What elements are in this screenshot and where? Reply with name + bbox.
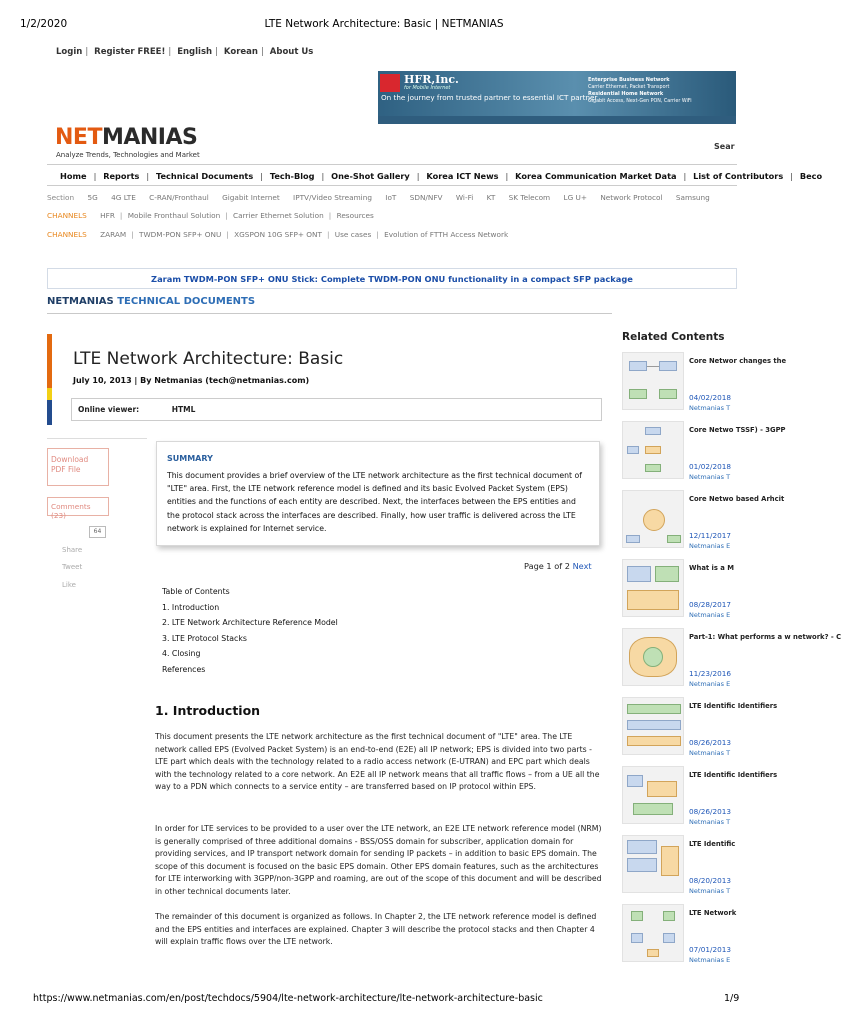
channel-link[interactable]: Resources [336, 211, 374, 220]
netmanias-logo[interactable]: NETMANIAS [55, 125, 198, 150]
register-link[interactable]: Register FREE! [94, 47, 166, 57]
related-item[interactable]: Core Netwo TSSF) - 3GPP 01/02/2018 Netmanias T [622, 421, 742, 489]
related-thumbnail [622, 421, 684, 479]
tweet-button[interactable]: Tweet [62, 563, 83, 571]
section-link[interactable]: IoT [385, 193, 397, 202]
like-button[interactable]: Like [62, 581, 76, 589]
related-item[interactable]: LTE Identific Identifiers 08/26/2013 Netmanias T [622, 766, 742, 834]
document-meta: July 10, 2013 | By Netmanias (tech@netmanias.com) [73, 376, 310, 385]
paragraph: This document presents the LTE network architecture as the first technical document of "LTE" area. The LTE network called EPS (Evolved Packet System) is an end-to-end (E2E) all IP network; EPS is divided into two parts - LTE part which deals with the technology related to a radio access network (E-UTRAN) and EPC part which deals with the technology related to a core network. An E2E all IP network means that all traffic flows – from a UE all the way to a PDN which connects to a service entity – are transferred based on IP protocol within EPS. [155, 732, 600, 792]
viewer-label: Online viewer: [78, 405, 140, 414]
section-link[interactable]: Network Protocol [600, 193, 663, 202]
nav-home[interactable]: Home [60, 171, 87, 181]
nav-list-of-contributors[interactable]: List of Contributors [693, 171, 784, 181]
section-link[interactable]: SK Telecom [508, 193, 551, 202]
online-viewer-box [71, 398, 602, 421]
color-accent-bar [47, 388, 52, 400]
related-thumbnail [622, 697, 684, 755]
color-accent-bar [47, 334, 52, 388]
next-page-link[interactable]: Next [572, 561, 592, 571]
divider [47, 438, 147, 439]
channel-brand-zaram[interactable]: ZARAM [100, 230, 127, 239]
introduction-heading: 1. Introduction [155, 703, 261, 718]
hfr-banner-ad[interactable] [378, 71, 736, 124]
banner-right-text: Enterprise Business Network Carrier Ethernet, Packet Transport Residential Home Network Gigabit Access, Next-Gen PON, Carrier WiFi [588, 77, 692, 104]
section-link[interactable]: IPTV/Video Streaming [293, 193, 372, 202]
section-link[interactable]: 5G [87, 193, 98, 202]
document-title: LTE Network Architecture: Basic [73, 349, 344, 369]
related-item[interactable]: Core Networ changes the 04/02/2018 Netmanias T [622, 352, 742, 420]
download-pdf-button[interactable]: Download PDF File [47, 448, 109, 486]
channel-link[interactable]: XGSPON 10G SFP+ ONT [234, 230, 322, 239]
viewer-html-link[interactable]: HTML [171, 405, 196, 414]
channel-brand-hfr[interactable]: HFR [100, 211, 115, 220]
banner-tagline: On the journey from trusted partner to essential ICT partner [381, 93, 598, 102]
nav-korea-ict-news[interactable]: Korea ICT News [426, 171, 499, 181]
section-link[interactable]: LG U+ [563, 193, 587, 202]
nav-technical-documents[interactable]: Technical Documents [155, 171, 254, 181]
paragraph: The remainder of this document is organized as follows. In Chapter 2, the LTE network reference model is defined and the EPS entities and interfaces are explained. Chapter 3 will describe the protocol stacks and then Chapter 4 will explain traffic flows over the LTE network. [155, 912, 597, 947]
zaram-channel-nav: CHANNELS ZARAM | TWDM-PON SFP+ ONU | XGSPON 10G SFP+ ONT | Use cases | Evolution of FTTH Access Network [47, 230, 509, 239]
channel-link[interactable]: Mobile Fronthaul Solution [127, 211, 221, 220]
section-link[interactable]: C-RAN/Fronthaul [149, 193, 209, 202]
hfr-logo-icon [380, 74, 400, 92]
toc-item[interactable]: References [162, 664, 206, 674]
top-links: Login | Register FREE! | English | Korean | About Us [56, 47, 314, 57]
related-thumbnail [622, 628, 684, 686]
related-item[interactable]: What is a M 08/28/2017 Netmanias E [622, 559, 742, 627]
nav-one-shot-gallery[interactable]: One-Shot Gallery [331, 171, 410, 181]
nav-korea-market-data[interactable]: Korea Communication Market Data [515, 171, 677, 181]
section-link[interactable]: Wi-Fi [455, 193, 474, 202]
toc-item[interactable]: 2. LTE Network Architecture Reference Model [162, 618, 338, 628]
channel-link[interactable]: Use cases [334, 230, 372, 239]
related-item[interactable]: LTE Identific 08/20/2013 Netmanias T [622, 835, 742, 903]
toc-heading: Table of Contents [162, 587, 230, 596]
channels-label: CHANNELS [47, 230, 87, 239]
section-link[interactable]: 4G LTE [111, 193, 136, 202]
nav-become[interactable]: Beco [799, 171, 823, 181]
related-thumbnail [622, 559, 684, 617]
hfr-channel-nav: CHANNELS HFR | Mobile Fronthaul Solution | Carrier Ethernet Solution | Resources [47, 211, 374, 220]
summary-text: This document provides a brief overview of the LTE network architecture as the first technical document of "LTE" area. First, the LTE network reference model is defined and its basic Evolved Packet System (EPS) entities and the functions of each entity are described. Next, the interfaces between the EPS entities and the protocol stack across the interfaces are described. Finally, how user traffic is delivered across the LTE network is explained for Internet service. [167, 471, 582, 533]
channel-link[interactable]: TWDM-PON SFP+ ONU [139, 230, 222, 239]
pager [524, 561, 592, 571]
channels-label: CHANNELS [47, 211, 87, 220]
banner-brand-sub: for Mobile Internet [404, 85, 451, 91]
related-thumbnail [622, 904, 684, 962]
summary-box [156, 441, 600, 546]
print-title: LTE Network Architecture: Basic | NETMANIAS [264, 18, 504, 30]
english-link[interactable]: English [177, 47, 213, 57]
related-item[interactable]: Core Netwo based Arhcit 12/11/2017 Netmanias E [622, 490, 742, 558]
section-nav [47, 193, 737, 202]
related-thumbnail [622, 766, 684, 824]
toc-item[interactable]: 1. Introduction [162, 602, 220, 612]
summary-heading: SUMMARY [167, 454, 213, 463]
section-link[interactable]: KT [486, 193, 496, 202]
color-accent-bar [47, 400, 52, 425]
logo-tagline: Analyze Trends, Technologies and Market [56, 151, 200, 159]
promo-link[interactable]: Zaram TWDM-PON SFP+ ONU Stick: Complete TWDM-PON ONU functionality in a compact SFP package [47, 268, 737, 289]
search-label[interactable]: Sear [714, 142, 735, 151]
related-thumbnail [622, 835, 684, 893]
channel-link[interactable]: Evolution of FTTH Access Network [384, 230, 509, 239]
page-indicator: Page 1 of 2 [524, 561, 570, 571]
nav-reports[interactable]: Reports [103, 171, 140, 181]
share-button[interactable]: Share [62, 546, 83, 554]
divider [47, 313, 612, 314]
related-thumbnail [622, 490, 684, 548]
share-count-badge: 64 [89, 526, 106, 538]
related-thumbnail [622, 352, 684, 410]
print-date: 1/2/2020 [20, 18, 68, 30]
login-link[interactable]: Login [56, 47, 83, 57]
section-link[interactable]: Gigabit Internet [222, 193, 280, 202]
section-heading: NETMANIAS TECHNICAL DOCUMENTS [47, 296, 256, 307]
table-of-contents [162, 587, 338, 681]
paragraph: In order for LTE services to be provided to a user over the LTE network, an E2E LTE network reference model (NRM) is generally comprised of three additional domains - BSS/OSS domain for subscriber, application domain for providing services, and IP transport network domain for sending IP packets – in addition to basic EPS domain. The scope of this document is focused on the basic EPS domain. Other EPS domain features, such as the architectures for LTE interworking with 3GPP/non-3GPP and roaming, are out of the scope of this document and will be described in other technical documents later. [155, 824, 602, 896]
related-contents-heading: Related Contents [622, 331, 725, 343]
korean-link[interactable]: Korean [223, 47, 258, 57]
main-nav: Home | Reports | Technical Documents | Tech-Blog | One-Shot Gallery | Korea ICT News | Korea Communication Market Data | List of Contributors | Beco [47, 164, 737, 186]
toc-item[interactable]: 4. Closing [162, 649, 201, 659]
print-url: https://www.netmanias.com/en/post/techdocs/5904/lte-network-architecture/lte-network-architecture-basic [33, 993, 543, 1004]
banner-brand: HFR,Inc. [404, 73, 459, 86]
section-link[interactable]: SDN/NFV [409, 193, 443, 202]
channel-link[interactable]: Carrier Ethernet Solution [233, 211, 324, 220]
related-item[interactable]: Part-1: What performs a w network? - C 11/23/2016 Netmanias E [622, 628, 742, 696]
related-item[interactable]: LTE Identific Identifiers 08/26/2013 Netmanias T [622, 697, 742, 765]
section-link[interactable]: Samsung [675, 193, 710, 202]
nav-tech-blog[interactable]: Tech-Blog [269, 171, 315, 181]
about-us-link[interactable]: About Us [269, 47, 314, 57]
comments-button[interactable]: Comments (23) [47, 497, 109, 516]
toc-item[interactable]: 3. LTE Protocol Stacks [162, 633, 247, 643]
print-page-number: 1/9 [724, 993, 740, 1004]
related-item[interactable]: LTE Network 07/01/2013 Netmanias E [622, 904, 742, 972]
section-label: Section [47, 193, 75, 202]
